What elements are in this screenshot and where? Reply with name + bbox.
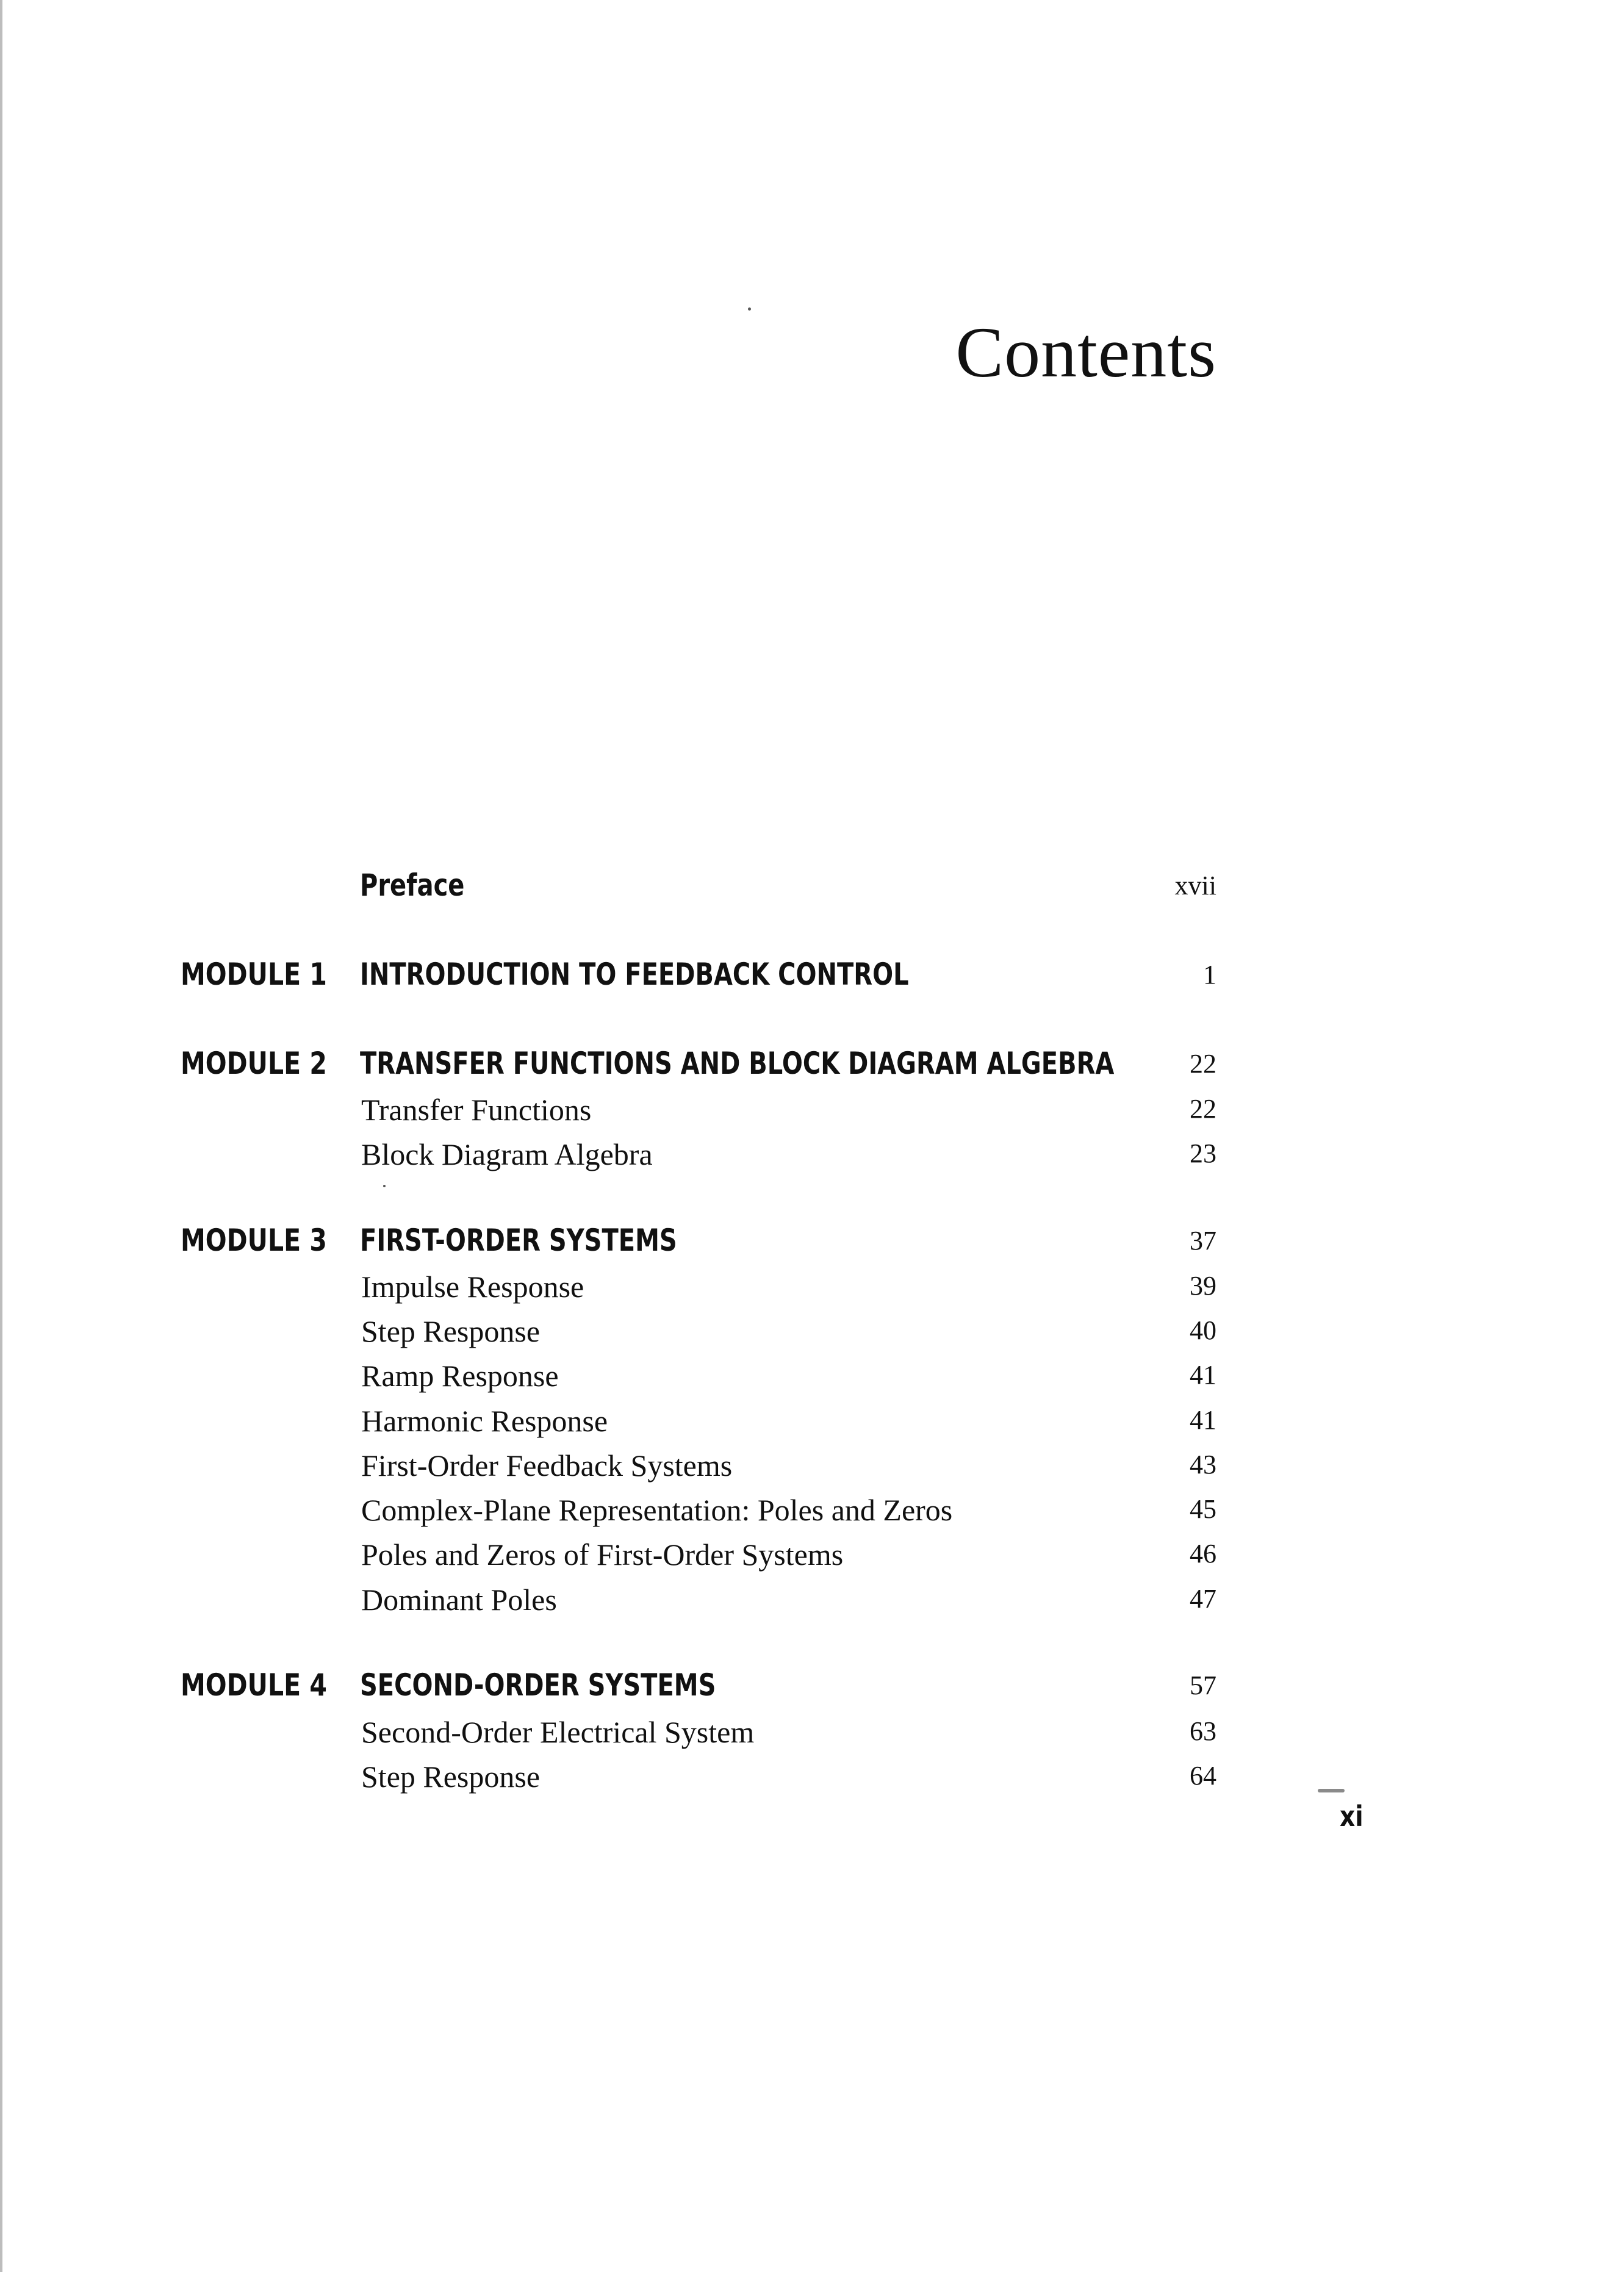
toc-entry-page-number: 45	[1190, 1494, 1216, 1524]
toc-entry-page-number: 22	[1190, 1094, 1216, 1124]
toc-entry	[0, 1758, 1624, 1802]
module-1-label: MODULE 1	[181, 957, 327, 992]
toc-entry-page-number: 47	[1190, 1584, 1216, 1614]
toc-entry-page-number: 41	[1190, 1405, 1216, 1435]
toc-entry-label: Dominant Poles	[361, 1583, 557, 1617]
toc-row-module-4	[0, 1667, 1624, 1711]
folio-page-number: xi	[1340, 1800, 1364, 1833]
toc-entry-page-number: 43	[1190, 1450, 1216, 1479]
module-2-label: MODULE 2	[181, 1046, 327, 1081]
toc-entry-page-number: 40	[1190, 1315, 1216, 1345]
toc-entry-label: Harmonic Response	[361, 1404, 608, 1438]
toc-entry	[0, 1135, 1624, 1179]
toc-entry-page-number: 64	[1190, 1761, 1216, 1791]
toc-entry-label: Second-Order Electrical System	[361, 1715, 755, 1749]
toc-row-preface	[0, 868, 1624, 911]
toc-entry-label: Poles and Zeros of First-Order Systems	[361, 1537, 844, 1572]
toc-entry-page-number: 63	[1190, 1716, 1216, 1746]
toc-entry-page-number: 39	[1190, 1271, 1216, 1301]
toc-entry-label: Ramp Response	[361, 1359, 559, 1393]
module-4-label: MODULE 4	[181, 1667, 327, 1703]
toc-entry-label: Step Response	[361, 1760, 541, 1794]
toc-entry	[0, 1091, 1624, 1135]
toc-entry-label: Impulse Response	[361, 1270, 584, 1304]
toc-row-module-3	[0, 1223, 1624, 1267]
preface-heading: Preface	[360, 868, 465, 903]
toc-entry-label: Step Response	[361, 1314, 541, 1348]
toc-row-module-2	[0, 1046, 1624, 1090]
module-3-label: MODULE 3	[181, 1223, 327, 1258]
preface-page-number: xvii	[1174, 871, 1216, 901]
toc-entry-label: Block Diagram Algebra	[361, 1137, 653, 1171]
module-4-page-number: 57	[1190, 1670, 1216, 1700]
toc-entry	[0, 1447, 1624, 1490]
toc-entry	[0, 1402, 1624, 1446]
module-2-heading: TRANSFER FUNCTIONS AND BLOCK DIAGRAM ALGEBRA	[360, 1046, 1115, 1081]
toc-entry-page-number: 23	[1190, 1138, 1216, 1168]
toc-entry	[0, 1713, 1624, 1757]
toc-entry	[0, 1536, 1624, 1580]
toc-entry	[0, 1312, 1624, 1356]
scan-speck	[383, 1185, 386, 1187]
scan-speck	[1318, 1789, 1345, 1792]
module-4-heading: SECOND-ORDER SYSTEMS	[360, 1667, 716, 1703]
page-title: Contents	[955, 312, 1216, 392]
module-1-heading: INTRODUCTION TO FEEDBACK CONTROL	[360, 957, 909, 992]
toc-entry	[0, 1581, 1624, 1625]
toc-entry-label: Transfer Functions	[361, 1093, 592, 1127]
toc-entry-label: First-Order Feedback Systems	[361, 1448, 733, 1483]
toc-entry-page-number: 41	[1190, 1360, 1216, 1390]
module-3-heading: FIRST-ORDER SYSTEMS	[360, 1223, 677, 1258]
module-3-page-number: 37	[1190, 1226, 1216, 1256]
toc-row-module-1	[0, 957, 1624, 1001]
toc-entry	[0, 1268, 1624, 1312]
module-2-page-number: 22	[1190, 1049, 1216, 1079]
scan-speck	[748, 307, 751, 311]
module-1-page-number: 1	[1203, 960, 1216, 990]
toc-entry	[0, 1491, 1624, 1535]
toc-entry-page-number: 46	[1190, 1539, 1216, 1569]
toc-entry-label: Complex-Plane Representation: Poles and Zeros	[361, 1493, 953, 1527]
toc-entry	[0, 1357, 1624, 1401]
